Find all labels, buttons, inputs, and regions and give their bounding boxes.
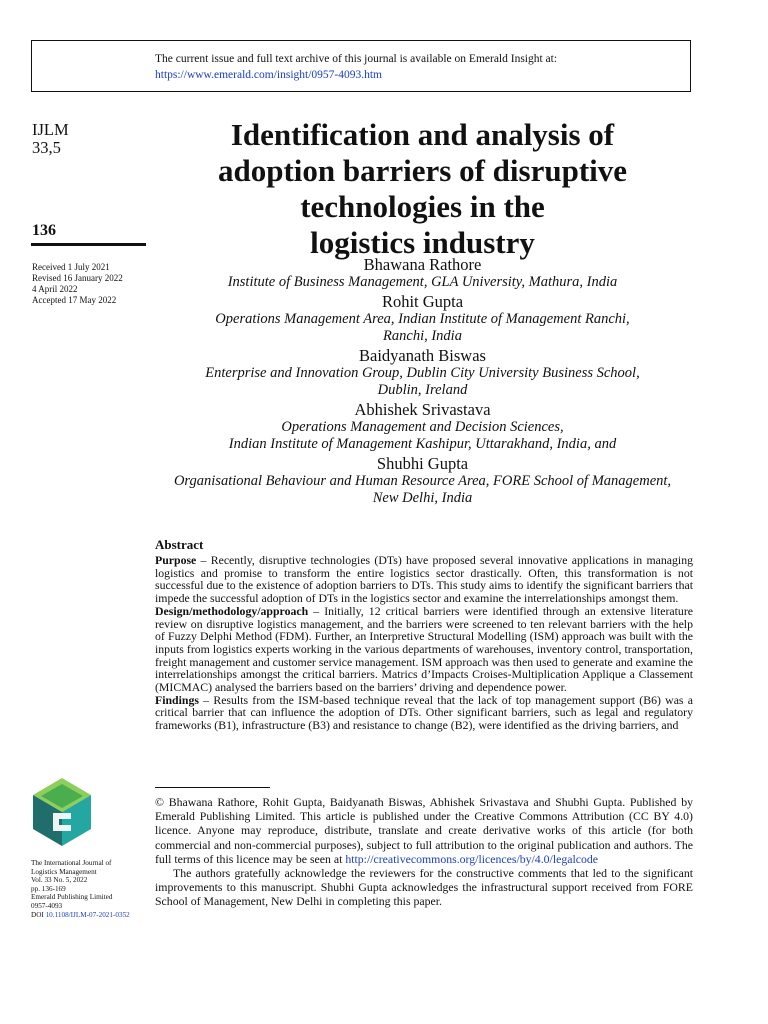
journal-info — [31, 859, 130, 919]
author-name: Rohit Gupta — [381, 291, 464, 311]
date-received: Received 1 July 2021 — [32, 262, 110, 272]
submission-dates — [32, 262, 123, 306]
author-affiliation: Enterprise and Innovation Group, Dublin City University Business School, — [205, 364, 640, 381]
design-label: Design/methodology/approach — [155, 603, 309, 618]
volume-issue: 33,5 — [32, 138, 61, 157]
doi-label: DOI — [31, 910, 46, 919]
journal-info-line: pp. 136-169 — [31, 884, 66, 893]
title-line: technologies in the — [300, 189, 545, 224]
author-affiliation: Organisational Behaviour and Human Resource Area, FORE School of Management, — [173, 472, 672, 489]
page-number: 136 — [32, 222, 56, 239]
abstract-findings — [155, 694, 693, 732]
abstract-design — [155, 605, 693, 694]
journal-abbr-text: IJLM — [32, 120, 69, 139]
doi-line — [31, 911, 130, 920]
author-affiliation: Indian Institute of Management Kashipur, Uttarakhand, India, and — [228, 436, 617, 452]
journal-info-line: The International Journal of — [31, 859, 112, 867]
journal-info-line: 0957-4093 — [31, 901, 63, 910]
design-text: – Initially, 12 critical barriers were identified through an extensive literature review on disruptive logistics management, and the barriers were screened to ten relevant barriers with the help of Fuzzy Delphi Method (FDM). Further, an Interpretive Structural Modelling (ISM) approach was built with the inputs from logistics experts working in the various departments of warehouses, inventory control, transportation, freight management and customer service management. ISM approach was then used to generate and examine the interrelationships amongst the critical barriers. Matrics d’Impacts Croises-Multiplication Applique a Classement (MICMAC) analysed the barriers based on the barriers’ driving and dependence power. — [155, 603, 693, 695]
author-name: Baidyanath Biswas — [359, 345, 486, 365]
author-name: Shubhi Gupta — [376, 453, 469, 473]
findings-text: – Results from the ISM-based technique reveal that the lack of top management support (B6) was a critical barrier that can influence the adoption of DTs. Other significant barriers, such as legal and regulatory frameworks (B1), infrastructure (B3) and resistance to change (B2), were identified as the driving barriers, and — [155, 692, 693, 733]
acknowledgement-paragraph: The authors gratefully acknowledge the reviewers for the constructive comments that led to the significant improvements to this manuscript. Shubhi Gupta acknowledges the infrastructural support received from FORE School of Management, New Delhi in completing this paper. — [155, 866, 693, 909]
author-name: Bhawana Rathore — [363, 255, 482, 274]
footnote-rule — [155, 787, 270, 788]
article-title — [150, 117, 695, 261]
license-link[interactable]: http://creativecommons.org/licences/by/4.0/legalcode — [345, 851, 599, 866]
journal-info-line: Logistics Management — [31, 867, 97, 876]
abstract-heading: Abstract — [155, 537, 204, 552]
journal-header-box — [31, 40, 691, 92]
title-line: adoption barriers of disruptive — [217, 153, 628, 188]
doi-link[interactable]: 10.1108/IJLM-07-2021-0352 — [45, 910, 130, 919]
journal-info-line: Vol. 33 No. 5, 2022 — [31, 876, 88, 885]
title-line: logistics industry — [310, 225, 535, 260]
author-affiliation: Ranchi, India — [383, 328, 462, 344]
title-line: Identification and analysis of — [230, 117, 615, 152]
author-affiliation: Institute of Business Management, GLA University, Mathura, India — [227, 274, 618, 290]
abstract-section — [155, 537, 693, 732]
author-name: Abhishek Srivastava — [354, 399, 491, 419]
purpose-text: – Recently, disruptive technologies (DTs) have proposed several innovative applications in managing logistics and promise to transform the entire logistics sector drastically. Often, this transformation is not successful due to the existence of adoption barriers to DTs. This study aims to identify the significant barriers that impede the successful adoption of DTs in the logistics sector and examine the interrelationships amongst them. — [155, 553, 693, 606]
date-revised-2: 4 April 2022 — [32, 284, 78, 294]
page-number-rule — [31, 243, 146, 246]
purpose-label: Purpose — [155, 553, 197, 567]
emerald-logo-icon — [31, 776, 93, 848]
author-affiliation: New Delhi, India — [372, 490, 473, 506]
date-accepted: Accepted 17 May 2022 — [32, 295, 117, 305]
header-journal-link[interactable]: https://www.emerald.com/insight/0957-4093.htm — [155, 69, 382, 81]
journal-info-line: Emerald Publishing Limited — [31, 893, 113, 902]
abstract-purpose — [155, 554, 693, 605]
license-text: © Bhawana Rathore, Rohit Gupta, Baidyanath Biswas, Abhishek Srivastava and Shubhi Gupta. Published by Emerald Publishing Limited. This article is published under the Creative Commons Attribution (CC BY 4.0) licence. Anyone may reproduce, distribute, translate and create derivative works of this article (for both commercial and non-commercial purposes), subject to full attribution to the original publication and authors. The full terms of this licence may be seen at — [155, 795, 693, 866]
author-affiliation: Operations Management and Decision Sciences, — [281, 418, 564, 435]
header-availability-text: The current issue and full text archive of this journal is available on Emerald Insight at: — [155, 53, 558, 65]
date-revised: Revised 16 January 2022 — [32, 273, 123, 283]
footnote-section — [155, 795, 693, 909]
license-paragraph — [155, 795, 693, 866]
journal-abbreviation — [32, 121, 69, 157]
author-list — [150, 255, 695, 508]
author-affiliation: Dublin, Ireland — [377, 382, 468, 398]
findings-label: Findings — [155, 692, 199, 707]
author-affiliation: Operations Management Area, Indian Institute of Management Ranchi, — [215, 310, 630, 327]
